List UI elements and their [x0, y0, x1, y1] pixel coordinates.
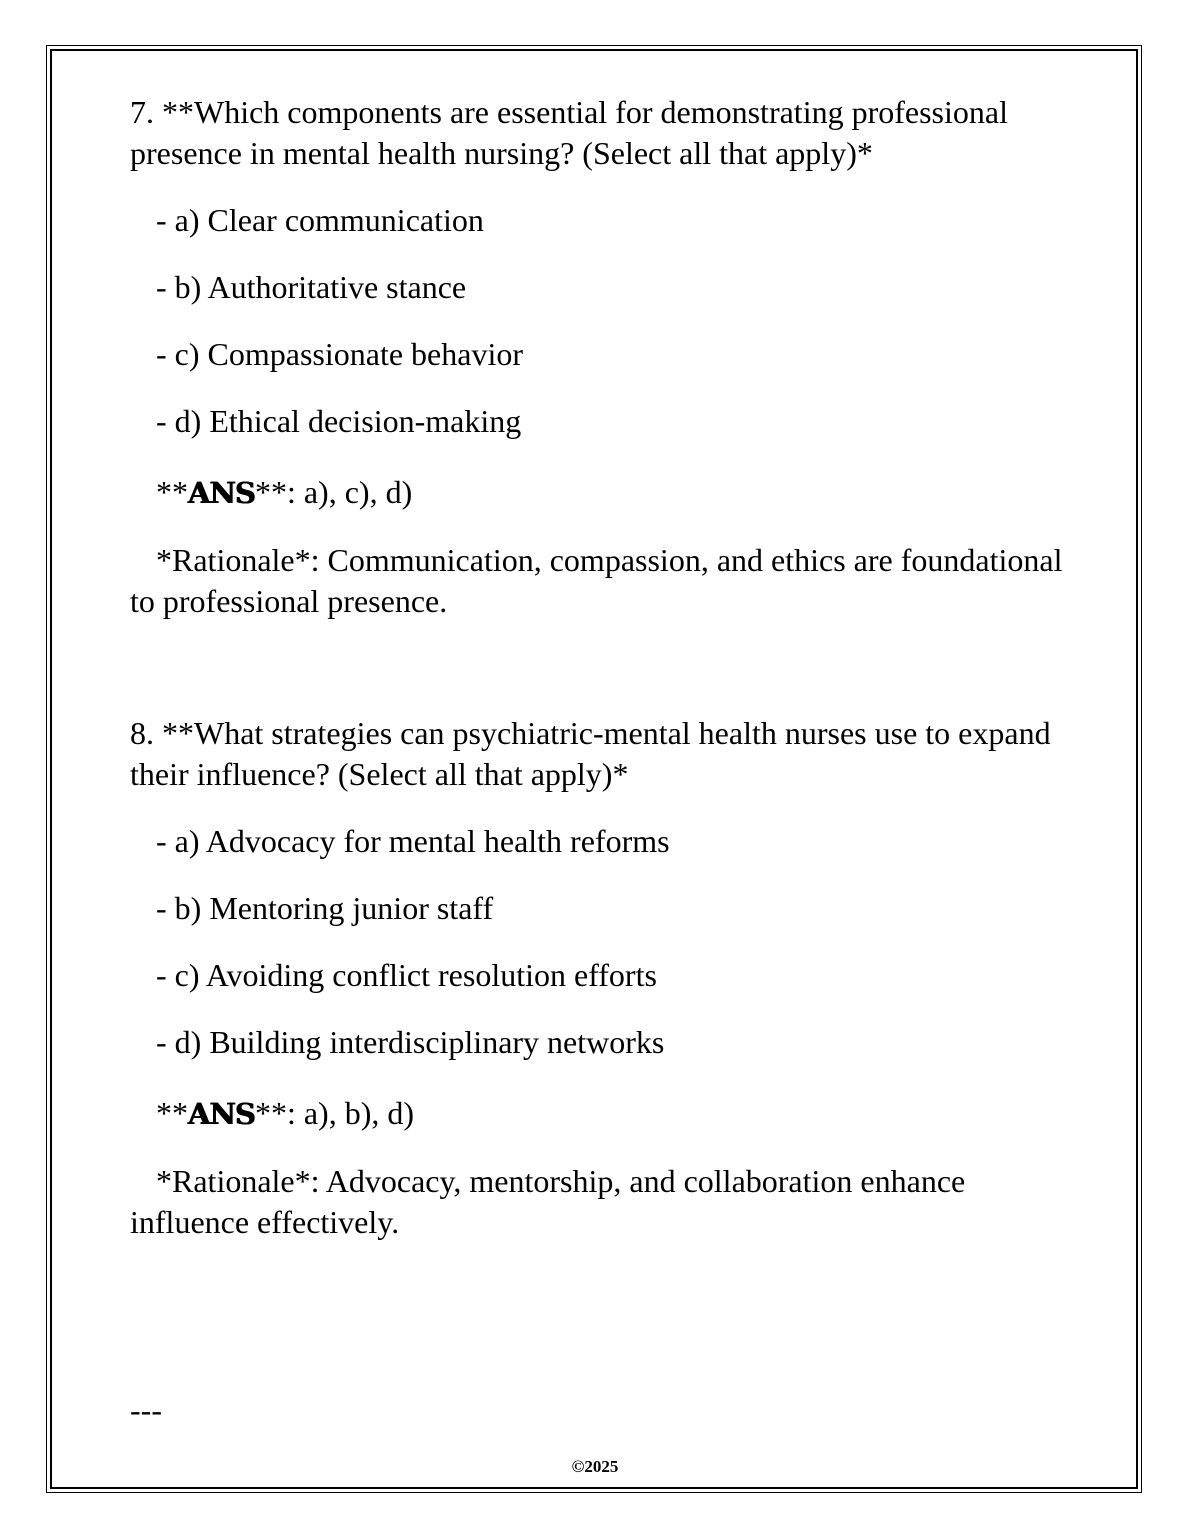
- answer-option-a: - a) Advocacy for mental health reforms: [156, 823, 670, 859]
- section-separator: ---: [130, 1392, 162, 1428]
- question-stem: 7. **Which components are essential for demonstrating professional presence in mental health nursing? (Select all that apply)*: [130, 94, 1008, 171]
- question-stem: 8. **What strategies can psychiatric-mental health nurses use to expand their influence? (Select all that apply)*: [130, 715, 1051, 792]
- copyright-footer: ©2025: [571, 1457, 619, 1476]
- answer-option-d: - d) Building interdisciplinary networks: [156, 1024, 665, 1060]
- answer-option-d: - d) Ethical decision-making: [156, 403, 522, 439]
- answer-option-c: - c) Avoiding conflict resolution efforts: [156, 957, 657, 993]
- answer-key: [130, 1093, 1080, 1135]
- rationale-text: *Rationale*: Advocacy, mentorship, and collaboration enhance influence effectively.: [130, 1163, 966, 1240]
- answer-value: **: a), b), d): [254, 1095, 415, 1131]
- answer-option-b: - b) Mentoring junior staff: [156, 890, 494, 926]
- answer-option-c: - c) Compassionate behavior: [156, 336, 523, 372]
- answer-prefix: **: [156, 1095, 188, 1131]
- answer-prefix: **: [156, 474, 188, 510]
- rationale-text: *Rationale*: Communication, compassion, and ethics are foundational to professional presence.: [130, 542, 1063, 619]
- answer-label: ANS: [188, 1097, 255, 1131]
- question-block-8: [130, 713, 1080, 1243]
- answer-value: **: a), c), d): [254, 474, 413, 510]
- question-block-7: [130, 92, 1080, 622]
- answer-option-b: - b) Authoritative stance: [156, 269, 467, 305]
- spacer: [130, 622, 1080, 713]
- answer-label: ANS: [188, 476, 255, 510]
- answer-option-a: - a) Clear communication: [156, 202, 484, 238]
- document-body: [130, 92, 1080, 1243]
- answer-key: [130, 472, 1080, 514]
